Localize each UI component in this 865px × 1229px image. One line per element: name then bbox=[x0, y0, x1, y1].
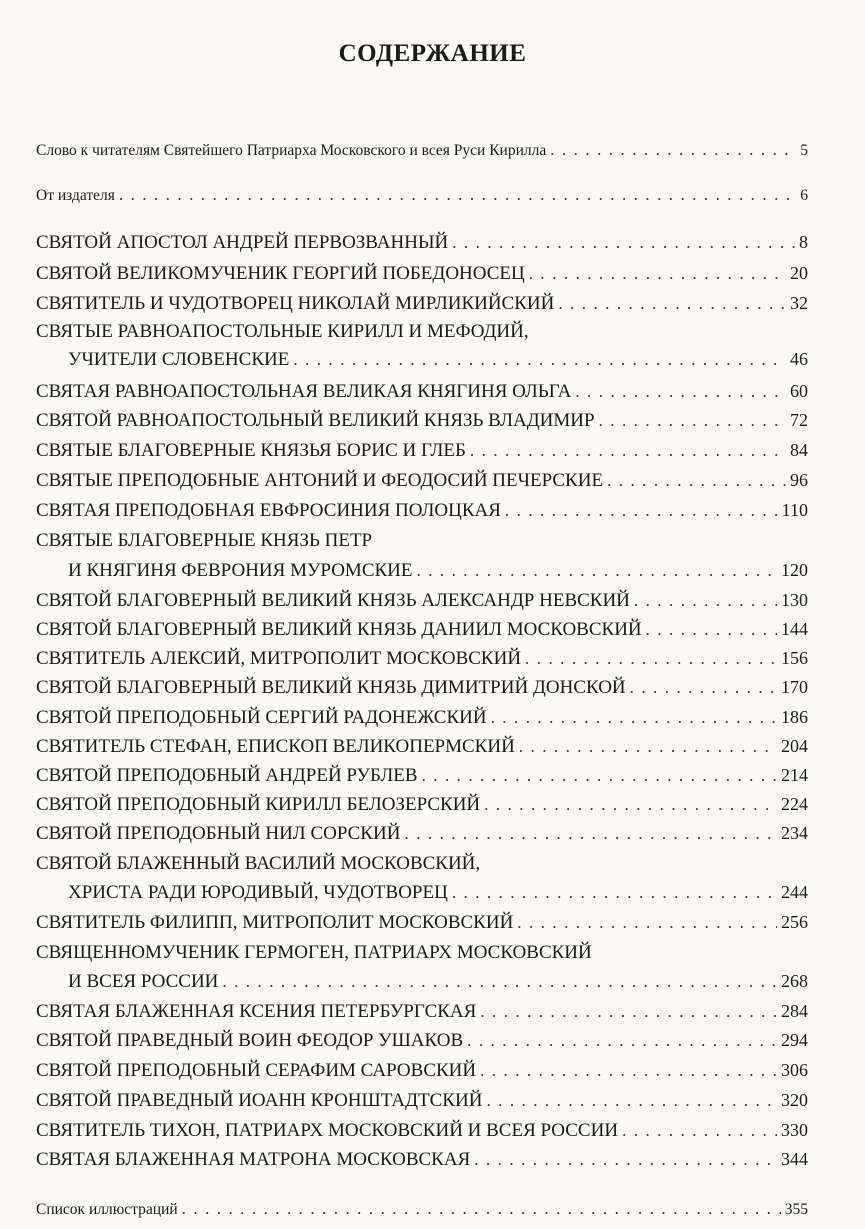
toc-page-number: 72 bbox=[790, 410, 808, 430]
toc-page-number: 130 bbox=[781, 590, 808, 610]
toc-entry bbox=[36, 232, 808, 262]
toc-entry bbox=[68, 349, 808, 379]
toc-entry-title: СВЯТИТЕЛЬ И ЧУДОТВОРЕЦ НИКОЛАЙ МИРЛИКИЙСКИЙ bbox=[36, 293, 555, 314]
toc-page-number: 84 bbox=[790, 440, 808, 460]
toc-entry-title: СВЯТОЙ БЛАГОВЕРНЫЙ ВЕЛИКИЙ КНЯЗЬ ДИМИТРИЙ ДОНСКОЙ bbox=[36, 677, 626, 698]
toc-entry bbox=[36, 590, 808, 620]
toc-page-number: 224 bbox=[781, 794, 808, 814]
toc-entry-title: И ВСЕЯ РОССИИ bbox=[68, 971, 219, 992]
toc-entry bbox=[36, 185, 808, 215]
toc-entry-title: СВЯТОЙ ПРЕПОДОБНЫЙ СЕРГИЙ РАДОНЕЖСКИЙ bbox=[36, 707, 487, 728]
toc-entry-title: СВЯТОЙ ПРАВЕДНЫЙ ВОИН ФЕОДОР УШАКОВ bbox=[36, 1030, 464, 1051]
toc-entry-line bbox=[36, 942, 808, 972]
toc-page-number: 214 bbox=[781, 765, 808, 785]
toc-page-number: 330 bbox=[781, 1120, 808, 1140]
toc-entry-title: СВЯТОЙ РАВНОАПОСТОЛЬНЫЙ ВЕЛИКИЙ КНЯЗЬ ВЛАДИМИР bbox=[36, 410, 595, 431]
toc-entry-title: СВЯТОЙ БЛАЖЕННЫЙ ВАСИЛИЙ МОСКОВСКИЙ, bbox=[36, 853, 481, 874]
toc-entry-title: СВЯТАЯ ПРЕПОДОБНАЯ ЕВФРОСИНИЯ ПОЛОЦКАЯ bbox=[36, 500, 501, 521]
dot-leader bbox=[452, 233, 795, 253]
dot-leader bbox=[634, 591, 777, 611]
toc-page-number: 284 bbox=[781, 1001, 808, 1021]
toc-page-number: 60 bbox=[790, 381, 808, 401]
toc-entry-title: СВЯТОЙ БЛАГОВЕРНЫЙ ВЕЛИКИЙ КНЯЗЬ ДАНИИЛ МОСКОВСКИЙ bbox=[36, 619, 642, 640]
dot-leader bbox=[575, 382, 786, 402]
dot-leader bbox=[417, 561, 778, 581]
toc-entry bbox=[36, 140, 808, 170]
dot-leader bbox=[505, 501, 778, 521]
toc-entry-title: СВЯТЫЕ ПРЕПОДОБНЫЕ АНТОНИЙ И ФЕОДОСИЙ ПЕЧЕРСКИЕ bbox=[36, 470, 604, 491]
toc-page-number: 5 bbox=[800, 142, 808, 159]
toc-page-number: 8 bbox=[799, 232, 808, 252]
toc-entry-title: СВЯТИТЕЛЬ АЛЕКСИЙ, МИТРОПОЛИТ МОСКОВСКИЙ bbox=[36, 648, 522, 669]
dot-leader bbox=[529, 264, 786, 284]
toc-entry bbox=[36, 648, 808, 678]
dot-leader bbox=[607, 471, 786, 491]
toc-entry-title: Слово к читателям Святейшего Патриарха Московского и всея Руси Кирилла bbox=[36, 142, 547, 159]
dot-leader bbox=[480, 1061, 777, 1081]
dot-leader bbox=[646, 620, 777, 640]
toc-entry bbox=[36, 263, 808, 293]
toc-page-number: 268 bbox=[781, 971, 808, 991]
toc-page-number: 6 bbox=[800, 187, 808, 204]
dot-leader bbox=[622, 1121, 777, 1141]
toc-entry-title: СВЯТОЙ ПРЕПОДОБНЫЙ СЕРАФИМ САРОВСКИЙ bbox=[36, 1060, 477, 1081]
toc-entry bbox=[36, 707, 808, 737]
toc-page-number: 355 bbox=[784, 1201, 808, 1218]
toc-entry bbox=[36, 381, 808, 411]
dot-leader bbox=[474, 1150, 777, 1170]
toc-entry bbox=[36, 500, 808, 530]
dot-leader bbox=[182, 1199, 781, 1219]
toc-entry-title: СВЯТЫЕ БЛАГОВЕРНЫЕ КНЯЗЬЯ БОРИС И ГЛЕБ bbox=[36, 440, 466, 461]
dot-leader bbox=[484, 795, 777, 815]
toc-entry-title: УЧИТЕЛИ СЛОВЕНСКИЕ bbox=[68, 349, 290, 370]
dot-leader bbox=[222, 972, 777, 992]
toc-entry-title: СВЯТЫЕ БЛАГОВЕРНЫЕ КНЯЗЬ ПЕТР bbox=[36, 530, 373, 551]
dot-leader bbox=[558, 294, 786, 314]
toc-entry-line bbox=[36, 853, 808, 883]
dot-leader bbox=[470, 441, 786, 461]
toc-page-number: 32 bbox=[790, 293, 808, 313]
toc-page-number: 156 bbox=[781, 648, 808, 668]
toc-page-number: 20 bbox=[790, 263, 808, 283]
toc-entry-title: СВЯТОЙ ВЕЛИКОМУЧЕНИК ГЕОРГИЙ ПОБЕДОНОСЕЦ bbox=[36, 263, 525, 284]
toc-page-number: 96 bbox=[790, 470, 808, 490]
toc-page-number: 110 bbox=[781, 500, 808, 520]
dot-leader bbox=[480, 1002, 777, 1022]
toc-page-number: 170 bbox=[781, 677, 808, 697]
dot-leader bbox=[422, 766, 777, 786]
toc-entry bbox=[36, 470, 808, 500]
toc-entry-line bbox=[36, 530, 808, 560]
toc-entry bbox=[36, 1030, 808, 1060]
toc-page-number: 306 bbox=[781, 1060, 808, 1080]
toc-entry bbox=[36, 440, 808, 470]
toc-page-number: 234 bbox=[781, 823, 808, 843]
toc-entry bbox=[36, 794, 808, 824]
toc-entry bbox=[36, 410, 808, 440]
dot-leader bbox=[517, 913, 777, 933]
toc-entry bbox=[36, 1090, 808, 1120]
toc-entry-title: ХРИСТА РАДИ ЮРОДИВЫЙ, ЧУДОТВОРЕЦ bbox=[68, 882, 448, 903]
toc-entry bbox=[36, 1060, 808, 1090]
toc-page-number: 244 bbox=[781, 882, 808, 902]
toc-page-number: 344 bbox=[781, 1149, 808, 1169]
toc-entry-title: СВЯТИТЕЛЬ ФИЛИПП, МИТРОПОЛИТ МОСКОВСКИЙ bbox=[36, 912, 514, 933]
toc-entry bbox=[36, 1120, 808, 1150]
toc-entry bbox=[36, 1001, 808, 1031]
toc-page-number: 186 bbox=[781, 707, 808, 727]
dot-leader bbox=[404, 824, 777, 844]
toc-entry-title: СВЯТЫЕ РАВНОАПОСТОЛЬНЫЕ КИРИЛЛ И МЕФОДИЙ, bbox=[36, 321, 529, 342]
toc-page-number: 144 bbox=[781, 619, 808, 639]
toc-entry-title: СВЯТОЙ ПРЕПОДОБНЫЙ АНДРЕЙ РУБЛЕВ bbox=[36, 765, 418, 786]
toc-entry-title: СВЯЩЕННОМУЧЕНИК ГЕРМОГЕН, ПАТРИАРХ МОСКОВСКИЙ bbox=[36, 942, 592, 963]
toc-entry-line bbox=[36, 321, 808, 351]
dot-leader bbox=[525, 649, 777, 669]
toc-entry-title: СВЯТОЙ ПРЕПОДОБНЫЙ НИЛ СОРСКИЙ bbox=[36, 823, 401, 844]
toc-entry bbox=[36, 736, 808, 766]
dot-leader bbox=[486, 1091, 777, 1111]
toc-page-number: 256 bbox=[781, 912, 808, 932]
toc-page-number: 46 bbox=[790, 349, 808, 369]
dot-leader bbox=[491, 708, 777, 728]
page-title: СОДЕРЖАНИЕ bbox=[338, 40, 527, 67]
toc-entry bbox=[36, 619, 808, 649]
toc-entry-title: Список иллюстраций bbox=[36, 1201, 178, 1218]
toc-entry bbox=[68, 882, 808, 912]
dot-leader bbox=[293, 350, 786, 370]
dot-leader bbox=[119, 185, 796, 205]
dot-leader bbox=[467, 1031, 777, 1051]
toc-entry-title: СВЯТОЙ АПОСТОЛ АНДРЕЙ ПЕРВОЗВАННЫЙ bbox=[36, 232, 449, 253]
dot-leader bbox=[630, 678, 777, 698]
toc-entry bbox=[36, 912, 808, 942]
toc-entry bbox=[36, 677, 808, 707]
dot-leader bbox=[519, 737, 777, 757]
toc-entry-title: СВЯТАЯ БЛАЖЕННАЯ КСЕНИЯ ПЕТЕРБУРГСКАЯ bbox=[36, 1001, 477, 1022]
toc-entry-title: СВЯТОЙ БЛАГОВЕРНЫЙ ВЕЛИКИЙ КНЯЗЬ АЛЕКСАНДР НЕВСКИЙ bbox=[36, 590, 630, 611]
toc-entry-title: СВЯТАЯ БЛАЖЕННАЯ МАТРОНА МОСКОВСКАЯ bbox=[36, 1149, 471, 1170]
toc-entry-title: СВЯТИТЕЛЬ СТЕФАН, ЕПИСКОП ВЕЛИКОПЕРМСКИЙ bbox=[36, 736, 515, 757]
dot-leader bbox=[452, 883, 777, 903]
toc-entry bbox=[36, 293, 808, 323]
toc-page-number: 320 bbox=[781, 1090, 808, 1110]
toc-entry-title: От издателя bbox=[36, 187, 115, 204]
toc-page-number: 120 bbox=[781, 560, 808, 580]
toc-entry-title: СВЯТОЙ ПРАВЕДНЫЙ ИОАНН КРОНШТАДТСКИЙ bbox=[36, 1090, 483, 1111]
toc-page-number: 294 bbox=[781, 1030, 808, 1050]
toc-page-number: 204 bbox=[781, 736, 808, 756]
dot-leader bbox=[599, 411, 786, 431]
toc-entry bbox=[36, 1149, 808, 1179]
toc-entry bbox=[36, 823, 808, 853]
toc-entry bbox=[68, 560, 808, 590]
toc-entry-title: СВЯТОЙ ПРЕПОДОБНЫЙ КИРИЛЛ БЕЛОЗЕРСКИЙ bbox=[36, 794, 481, 815]
toc-entry-title: СВЯТИТЕЛЬ ТИХОН, ПАТРИАРХ МОСКОВСКИЙ И ВСЕЯ РОССИИ bbox=[36, 1120, 619, 1141]
toc-entry bbox=[68, 971, 808, 1001]
toc-entry-title: СВЯТАЯ РАВНОАПОСТОЛЬНАЯ ВЕЛИКАЯ КНЯГИНЯ ОЛЬГА bbox=[36, 381, 572, 402]
toc-entry bbox=[36, 1199, 808, 1229]
dot-leader bbox=[550, 140, 796, 160]
toc-entry-title: И КНЯГИНЯ ФЕВРОНИЯ МУРОМСКИЕ bbox=[68, 560, 413, 581]
toc-entry bbox=[36, 765, 808, 795]
